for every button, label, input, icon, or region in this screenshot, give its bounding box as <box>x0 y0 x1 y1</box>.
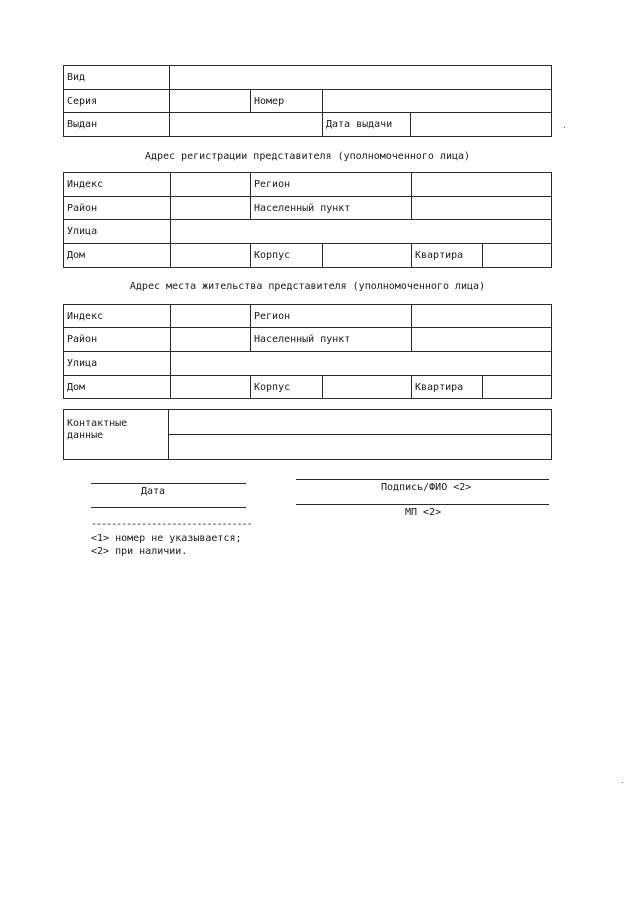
reg-locality-field[interactable] <box>412 197 552 220</box>
reg-house-field[interactable] <box>171 244 251 268</box>
res-house-label: Дом <box>64 376 171 399</box>
doc-series-field[interactable] <box>170 90 251 113</box>
residence-address-heading: Адрес места жительства представителя (уполномоченного лица) <box>129 281 486 292</box>
res-locality-field[interactable] <box>412 328 552 352</box>
doc-issue-date-field[interactable] <box>411 113 552 137</box>
footnote-separator: -------------------------------- <box>91 519 252 530</box>
date-label: Дата <box>141 486 166 497</box>
signature-line <box>296 479 549 480</box>
doc-type-label: Вид <box>64 66 170 90</box>
scan-speck <box>564 127 565 128</box>
reg-street-label: Улица <box>64 220 171 244</box>
reg-region-label: Регион <box>251 173 412 197</box>
reg-district-field[interactable] <box>171 197 251 220</box>
res-index-field[interactable] <box>171 305 251 328</box>
stamp-line <box>296 504 549 505</box>
id-document-table <box>63 65 552 137</box>
contacts-field-1[interactable] <box>169 410 552 435</box>
doc-number-label: Номер <box>251 90 323 113</box>
registration-address-heading: Адрес регистрации представителя (уполномоченного лица) <box>144 151 471 162</box>
reg-apartment-field[interactable] <box>483 244 552 268</box>
res-region-field[interactable] <box>412 305 552 328</box>
res-apartment-field[interactable] <box>483 376 552 399</box>
reg-locality-label: Населенный пункт <box>251 197 412 220</box>
reg-house-label: Дом <box>64 244 171 268</box>
reg-index-label: Индекс <box>64 173 171 197</box>
contacts-label: Контактные данные <box>64 410 169 460</box>
reg-building-label: Корпус <box>251 244 323 268</box>
res-building-field[interactable] <box>323 376 412 399</box>
res-house-field[interactable] <box>171 376 251 399</box>
res-locality-label: Населенный пункт <box>251 328 412 352</box>
reg-region-field[interactable] <box>412 173 552 197</box>
reg-index-field[interactable] <box>171 173 251 197</box>
scan-speck-lower <box>622 782 623 783</box>
res-region-label: Регион <box>251 305 412 328</box>
footnote-1: <1> номер не указывается; <box>91 533 242 544</box>
date-line <box>91 483 246 484</box>
doc-number-field[interactable] <box>323 90 552 113</box>
reg-street-field[interactable] <box>171 220 552 244</box>
res-index-label: Индекс <box>64 305 171 328</box>
doc-series-label: Серия <box>64 90 170 113</box>
doc-issued-by-field[interactable] <box>170 113 323 137</box>
date-line-lower <box>91 507 246 508</box>
stamp-label: МП <2> <box>405 507 442 518</box>
contacts-table <box>63 409 552 460</box>
res-street-label: Улица <box>64 352 171 376</box>
res-district-field[interactable] <box>171 328 251 352</box>
reg-apartment-label: Квартира <box>412 244 483 268</box>
doc-issued-by-label: Выдан <box>64 113 170 137</box>
res-street-field[interactable] <box>171 352 552 376</box>
doc-issue-date-label: Дата выдачи <box>323 113 411 137</box>
res-district-label: Район <box>64 328 171 352</box>
reg-building-field[interactable] <box>323 244 412 268</box>
registration-address-table <box>63 172 552 268</box>
res-building-label: Корпус <box>251 376 323 399</box>
residence-address-table <box>63 304 552 399</box>
doc-type-field[interactable] <box>170 66 552 90</box>
signature-label: Подпись/ФИО <2> <box>381 482 472 493</box>
footnote-2: <2> при наличии. <box>91 546 188 557</box>
reg-district-label: Район <box>64 197 171 220</box>
contacts-field-2[interactable] <box>169 435 552 460</box>
res-apartment-label: Квартира <box>412 376 483 399</box>
